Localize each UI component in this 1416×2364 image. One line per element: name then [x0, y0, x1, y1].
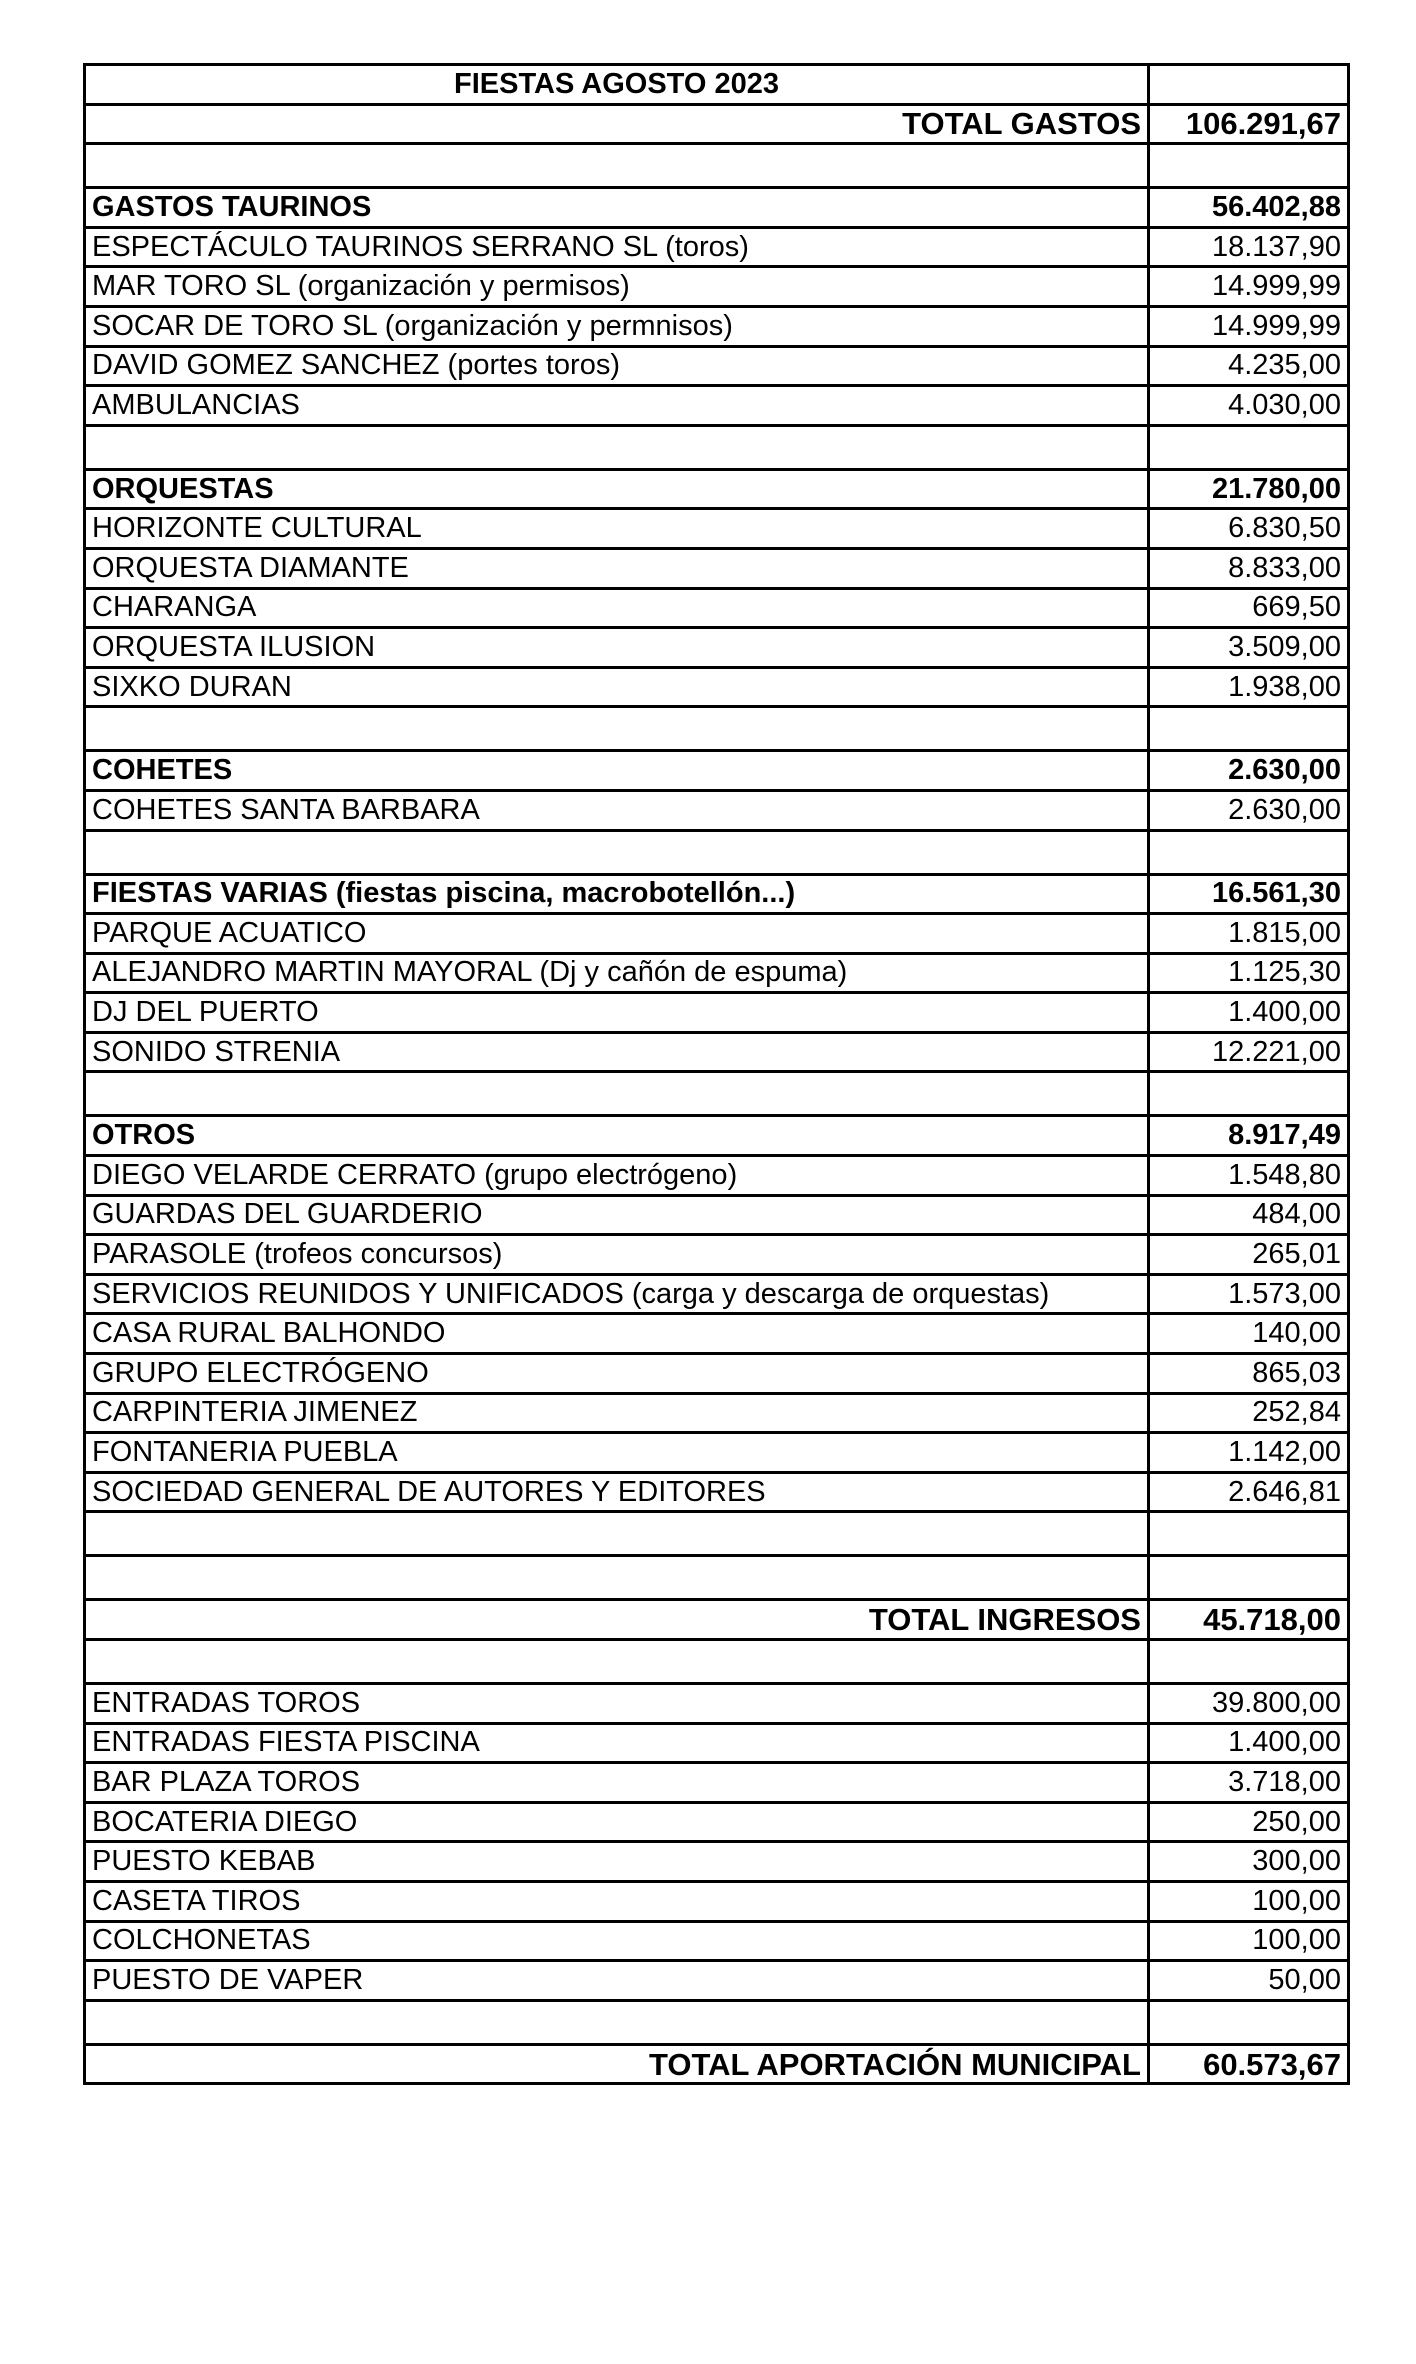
blank-row — [85, 1640, 1349, 1684]
row-label: HORIZONTE CULTURAL — [85, 509, 1149, 549]
blank-row — [85, 144, 1349, 188]
table-row — [85, 306, 1349, 346]
row-label — [85, 707, 1149, 751]
row-label: SERVICIOS REUNIDOS Y UNIFICADOS (carga y descarga de orquestas) — [85, 1274, 1149, 1314]
row-amount: 1.815,00 — [1149, 914, 1349, 954]
blank-row — [85, 1512, 1349, 1556]
row-label: PUESTO DE VAPER — [85, 1961, 1149, 2001]
row-label — [85, 144, 1149, 188]
row-label — [85, 425, 1149, 469]
row-amount: 300,00 — [1149, 1842, 1349, 1882]
table-row — [85, 1802, 1349, 1842]
blank-row — [85, 1072, 1349, 1116]
row-amount: 3.718,00 — [1149, 1763, 1349, 1803]
row-amount: 45.718,00 — [1149, 1600, 1349, 1640]
row-amount — [1149, 1640, 1349, 1684]
table-row — [85, 790, 1349, 830]
budget-table — [83, 63, 1350, 2085]
total-row — [85, 2044, 1349, 2084]
row-label: CARPINTERIA JIMENEZ — [85, 1393, 1149, 1433]
row-label — [85, 830, 1149, 874]
row-label: CASA RURAL BALHONDO — [85, 1314, 1149, 1354]
row-amount: 1.548,80 — [1149, 1156, 1349, 1196]
blank-row — [85, 830, 1349, 874]
row-amount: 4.030,00 — [1149, 386, 1349, 426]
row-label: FIESTAS VARIAS (fiestas piscina, macrobotellón...) — [85, 874, 1149, 914]
row-label: ALEJANDRO MARTIN MAYORAL (Dj y cañón de espuma) — [85, 953, 1149, 993]
row-label: ENTRADAS TOROS — [85, 1684, 1149, 1724]
row-amount — [1149, 65, 1349, 105]
row-amount: 1.938,00 — [1149, 667, 1349, 707]
row-label — [85, 1072, 1149, 1116]
row-amount: 1.400,00 — [1149, 1723, 1349, 1763]
row-label: SONIDO STRENIA — [85, 1032, 1149, 1072]
table-row — [85, 914, 1349, 954]
row-label: DJ DEL PUERTO — [85, 993, 1149, 1033]
row-amount: 16.561,30 — [1149, 874, 1349, 914]
row-amount: 8.833,00 — [1149, 548, 1349, 588]
row-label — [85, 1640, 1149, 1684]
row-label: COHETES — [85, 751, 1149, 791]
row-label: TOTAL APORTACIÓN MUNICIPAL — [85, 2044, 1149, 2084]
row-label: PARASOLE (trofeos concursos) — [85, 1235, 1149, 1275]
row-label: GASTOS TAURINOS — [85, 188, 1149, 228]
section-row — [85, 751, 1349, 791]
table-row — [85, 1921, 1349, 1961]
table-row — [85, 1314, 1349, 1354]
table-row — [85, 1684, 1349, 1724]
row-label: TOTAL GASTOS — [85, 104, 1149, 144]
section-row — [85, 1116, 1349, 1156]
row-amount: 2.630,00 — [1149, 751, 1349, 791]
row-amount: 265,01 — [1149, 1235, 1349, 1275]
table-row — [85, 1961, 1349, 2001]
section-row — [85, 469, 1349, 509]
row-label: OTROS — [85, 1116, 1149, 1156]
table-row — [85, 386, 1349, 426]
table-row — [85, 267, 1349, 307]
row-amount: 100,00 — [1149, 1881, 1349, 1921]
row-amount — [1149, 144, 1349, 188]
sheet-title: FIESTAS AGOSTO 2023 — [85, 65, 1149, 105]
row-amount — [1149, 1072, 1349, 1116]
row-label: SOCAR DE TORO SL (organización y permnisos) — [85, 306, 1149, 346]
row-amount: 100,00 — [1149, 1921, 1349, 1961]
row-amount: 1.125,30 — [1149, 953, 1349, 993]
table-row — [85, 1156, 1349, 1196]
row-label: COLCHONETAS — [85, 1921, 1149, 1961]
title-row — [85, 65, 1349, 105]
row-amount: 3.509,00 — [1149, 628, 1349, 668]
row-amount — [1149, 425, 1349, 469]
row-amount — [1149, 1512, 1349, 1556]
row-amount: 140,00 — [1149, 1314, 1349, 1354]
row-amount: 50,00 — [1149, 1961, 1349, 2001]
row-label: DIEGO VELARDE CERRATO (grupo electrógeno) — [85, 1156, 1149, 1196]
table-row — [85, 993, 1349, 1033]
row-amount: 56.402,88 — [1149, 188, 1349, 228]
table-row — [85, 1723, 1349, 1763]
row-label — [85, 2000, 1149, 2044]
row-label: PUESTO KEBAB — [85, 1842, 1149, 1882]
row-amount: 2.630,00 — [1149, 790, 1349, 830]
row-amount: 8.917,49 — [1149, 1116, 1349, 1156]
row-amount: 865,03 — [1149, 1354, 1349, 1394]
table-row — [85, 346, 1349, 386]
blank-row — [85, 707, 1349, 751]
total-row — [85, 104, 1349, 144]
row-label: ESPECTÁCULO TAURINOS SERRANO SL (toros) — [85, 227, 1149, 267]
blank-row — [85, 2000, 1349, 2044]
row-label: SOCIEDAD GENERAL DE AUTORES Y EDITORES — [85, 1472, 1149, 1512]
table-row — [85, 1274, 1349, 1314]
row-amount — [1149, 707, 1349, 751]
row-amount: 14.999,99 — [1149, 267, 1349, 307]
row-label: BOCATERIA DIEGO — [85, 1802, 1149, 1842]
table-row — [85, 227, 1349, 267]
row-label: COHETES SANTA BARBARA — [85, 790, 1149, 830]
row-amount: 1.573,00 — [1149, 1274, 1349, 1314]
row-amount: 250,00 — [1149, 1802, 1349, 1842]
table-row — [85, 1433, 1349, 1473]
table-row — [85, 953, 1349, 993]
table-row — [85, 1393, 1349, 1433]
row-amount: 12.221,00 — [1149, 1032, 1349, 1072]
row-amount: 6.830,50 — [1149, 509, 1349, 549]
row-label — [85, 1556, 1149, 1600]
table-row — [85, 1235, 1349, 1275]
row-label: CHARANGA — [85, 588, 1149, 628]
row-amount: 39.800,00 — [1149, 1684, 1349, 1724]
budget-table-body — [85, 65, 1349, 2084]
row-label: ENTRADAS FIESTA PISCINA — [85, 1723, 1149, 1763]
table-row — [85, 509, 1349, 549]
table-row — [85, 667, 1349, 707]
row-label: AMBULANCIAS — [85, 386, 1149, 426]
row-label: FONTANERIA PUEBLA — [85, 1433, 1149, 1473]
row-amount: 252,84 — [1149, 1393, 1349, 1433]
section-row — [85, 874, 1349, 914]
row-label: GUARDAS DEL GUARDERIO — [85, 1195, 1149, 1235]
row-label: ORQUESTA ILUSION — [85, 628, 1149, 668]
row-amount: 18.137,90 — [1149, 227, 1349, 267]
table-row — [85, 588, 1349, 628]
row-label: ORQUESTAS — [85, 469, 1149, 509]
table-row — [85, 1354, 1349, 1394]
row-label: SIXKO DURAN — [85, 667, 1149, 707]
row-amount: 1.142,00 — [1149, 1433, 1349, 1473]
row-label: MAR TORO SL (organización y permisos) — [85, 267, 1149, 307]
row-label: BAR PLAZA TOROS — [85, 1763, 1149, 1803]
row-amount: 21.780,00 — [1149, 469, 1349, 509]
row-amount — [1149, 1556, 1349, 1600]
row-label: CASETA TIROS — [85, 1881, 1149, 1921]
row-amount: 669,50 — [1149, 588, 1349, 628]
table-row — [85, 1842, 1349, 1882]
row-amount: 60.573,67 — [1149, 2044, 1349, 2084]
table-row — [85, 1032, 1349, 1072]
row-amount: 106.291,67 — [1149, 104, 1349, 144]
table-row — [85, 548, 1349, 588]
row-label: PARQUE ACUATICO — [85, 914, 1149, 954]
total-row — [85, 1600, 1349, 1640]
row-label: TOTAL INGRESOS — [85, 1600, 1149, 1640]
row-amount: 484,00 — [1149, 1195, 1349, 1235]
table-row — [85, 1195, 1349, 1235]
blank-row — [85, 1556, 1349, 1600]
row-amount — [1149, 830, 1349, 874]
row-label: ORQUESTA DIAMANTE — [85, 548, 1149, 588]
row-label — [85, 1512, 1149, 1556]
row-amount — [1149, 2000, 1349, 2044]
table-row — [85, 1881, 1349, 1921]
section-row — [85, 188, 1349, 228]
table-row — [85, 1472, 1349, 1512]
row-amount: 1.400,00 — [1149, 993, 1349, 1033]
row-label: DAVID GOMEZ SANCHEZ (portes toros) — [85, 346, 1149, 386]
row-amount: 4.235,00 — [1149, 346, 1349, 386]
table-row — [85, 1763, 1349, 1803]
row-amount: 2.646,81 — [1149, 1472, 1349, 1512]
row-amount: 14.999,99 — [1149, 306, 1349, 346]
blank-row — [85, 425, 1349, 469]
table-row — [85, 628, 1349, 668]
row-label: GRUPO ELECTRÓGENO — [85, 1354, 1149, 1394]
